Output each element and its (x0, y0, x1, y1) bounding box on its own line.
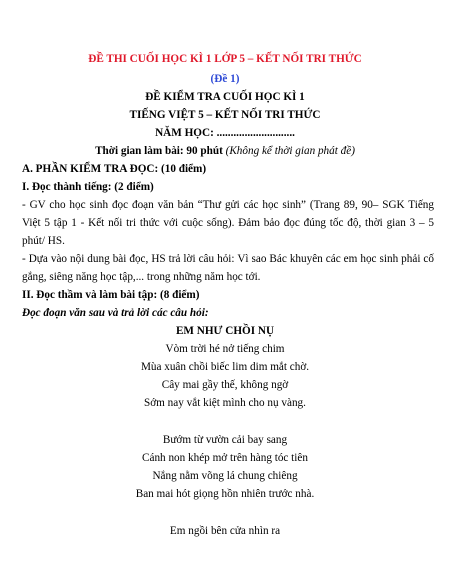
poem-line: Mùa xuân chồi biếc lim dim mắt chờ. (140, 361, 310, 373)
part1-paragraph-2: - Dựa vào nội dung bài đọc, HS trả lời câu hỏi: Vì sao Bác khuyên các em học sinh phải cố gắng, siêng năng học tập,... trong những năm học tới. (22, 253, 434, 283)
poem-line: Vòm trời hé nở tiếng chim (165, 343, 285, 355)
section-a-title: A. PHẦN KIỂM TRA ĐỌC: (10 điểm) (22, 163, 207, 175)
part1-title: I. Đọc thành tiếng: (2 điểm) (22, 181, 154, 193)
document-title: ĐỀ THI CUỐI HỌC KÌ 1 LỚP 5 – KẾT NỐI TRI THỨC (88, 53, 362, 65)
poem-line: Em ngồi bên cửa nhìn ra (169, 525, 281, 537)
exam-year: NĂM HỌC: ............................ (155, 127, 295, 139)
exam-time-label: Thời gian làm bài: 90 phút (95, 145, 226, 157)
poem-line: Sớm nay vắt kiệt mình cho nụ vàng. (144, 397, 306, 409)
part2-title: II. Đọc thầm và làm bài tập: (8 điểm) (22, 289, 200, 301)
exam-heading: ĐỀ KIỂM TRA CUỐI HỌC KÌ 1 (145, 91, 305, 103)
exam-time-note: (Không kể thời gian phát đề) (225, 145, 355, 157)
poem-line: Nắng nằm võng lá chung chiêng (152, 470, 298, 482)
poem-title: EM NHƯ CHỒI NỤ (175, 325, 275, 337)
poem-line: Bướm từ vườn cải bay sang (162, 434, 288, 446)
exam-variant: (Đề 1) (210, 73, 240, 85)
reading-instruction: Đọc đoạn văn sau và trả lời các câu hỏi: (22, 307, 209, 319)
exam-subject: TIẾNG VIỆT 5 – KẾT NỐI TRI THỨC (129, 109, 321, 121)
part1-paragraph-1: - GV cho học sinh đọc đoạn văn bản “Thư gửi các học sinh” (Trang 89, 90– SGK Tiếng Việt 5 tập 1 - Kết nối tri thức với cuộc sống). Đảm bảo đọc đúng tốc độ, thời gian 3 – 5 phút/ HS. (22, 199, 434, 247)
poem-line: Cây mai gầy thế, không ngờ (161, 379, 289, 391)
exam-time (0, 144, 450, 158)
poem-line: Ban mai hót giọng hồn nhiên trước nhà. (135, 488, 315, 500)
poem-line: Cánh non khép mở trên hàng tóc tiên (142, 452, 308, 464)
